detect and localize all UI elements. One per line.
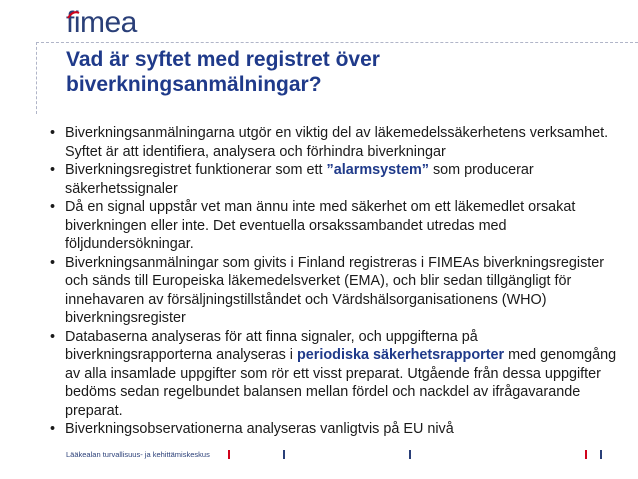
bullet-text: Biverkningsanmälningar som givits i Finland registreras i FIMEAs biverkningsregister och sänds till Europeiska läkemedelsverket (EMA), och blir sedan tillgängligt för innehavaren av försäljningstillståndet och Värdshälsorganisationens (WHO) biverkningsregister — [65, 254, 605, 326]
bullet-item — [48, 254, 628, 328]
bullet-emphasis: periodiska säkerhetsrapporter — [296, 347, 505, 363]
footer-tick-red — [585, 450, 587, 459]
bullet-text: Biverkningsanmälningarna utgör en viktig del av läkemedelssäkerhetens verksamhet. Syftet är att identifiera, analysera och förhindra biverkningar — [65, 125, 609, 160]
bullet-dot: • — [50, 421, 56, 437]
bullet-item — [48, 420, 628, 439]
bullet-item — [48, 124, 628, 161]
bullet-text: Biverkningsobservationerna analyseras vanligtvis på EU nivå — [65, 421, 454, 437]
logo-text: fimea — [66, 6, 137, 39]
fimea-logo-icon — [67, 10, 80, 20]
bullet-item — [48, 161, 628, 198]
bullet-dot: • — [50, 328, 56, 345]
bullet-list — [48, 124, 628, 439]
footer-tick-red — [228, 450, 230, 459]
bullet-dot: • — [50, 199, 56, 215]
bullet-dot: • — [50, 254, 56, 271]
footer-text: Lääkealan turvallisuus- ja kehittämiskeskus — [66, 450, 210, 459]
footer-tick-blue — [283, 450, 285, 459]
bullet-text: som producerar säkerhetssignaler — [65, 162, 534, 197]
top-divider — [36, 42, 638, 43]
bullet-item — [48, 198, 628, 254]
footer-tick-blue — [600, 450, 602, 459]
bullet-dot: • — [50, 162, 56, 178]
bullet-item — [48, 328, 628, 421]
bullet-text: Biverkningsregistret funktionerar som ett — [65, 162, 327, 178]
bullet-text: med genomgång av alla insamlade uppgifter som rör ett visst preparat. Utgående från dessa uppgifter bedöms sedan regelbundet balansen mellan fördel och nackdel av ifrågavarande preparat. — [65, 347, 617, 419]
left-divider — [36, 42, 37, 114]
slide-title: Vad är syftet med registret över biverkningsanmälningar? — [66, 48, 380, 96]
bullet-dot: • — [50, 125, 56, 141]
bullet-text: Då en signal uppstår vet man ännu inte med säkerhet om ett läkemedlet orsakat biverkningen eller inte. Det eventuella orsakssambandet utredas med följdundersökningar. — [65, 199, 576, 252]
footer-tick-blue — [409, 450, 411, 459]
fimea-logo — [66, 8, 137, 38]
bullet-emphasis: ”alarmsystem” — [326, 162, 429, 178]
bullet-text: Databaserna analyseras för att finna signaler, och uppgifterna på biverkningsrapporterna analyseras i — [65, 328, 478, 363]
